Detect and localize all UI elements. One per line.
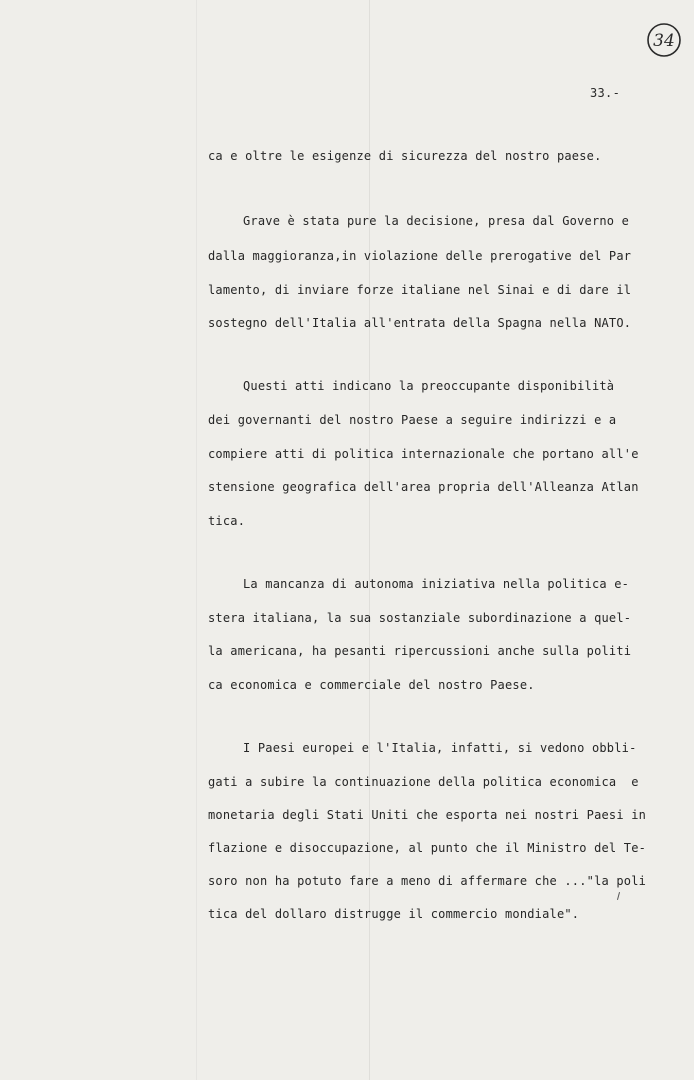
text-line: lamento, di inviare forze italiane nel Sinai e di dare il — [208, 283, 632, 297]
text-line: gati a subire la continuazione della politica economica e — [208, 775, 639, 789]
text-line: monetaria degli Stati Uniti che esporta nei nostri Paesi in — [208, 808, 647, 822]
handwritten-page-stamp — [644, 20, 684, 60]
text-line: ca economica e commerciale del nostro Paese. — [208, 678, 535, 692]
paper-crease — [196, 0, 197, 1080]
text-line: Questi atti indicano la preoccupante disponibilità — [243, 379, 615, 393]
text-line: soro non ha potuto fare a meno di affermare che ..."la poli — [208, 874, 647, 888]
text-line: Grave è stata pure la decisione, presa dal Governo e — [243, 214, 630, 228]
text-line: tica del dollaro distrugge il commercio mondiale". — [208, 907, 580, 921]
text-line: stera italiana, la sua sostanziale subordinazione a quel- — [208, 611, 632, 625]
text-line: tica. — [208, 514, 246, 528]
page-number: 33.- — [590, 86, 621, 100]
margin-tick-mark — [617, 892, 620, 900]
text-line: La mancanza di autonoma iniziativa nella politica e- — [243, 577, 630, 591]
text-line: la americana, ha pesanti ripercussioni anche sulla politi — [208, 644, 632, 658]
text-line: dei governanti del nostro Paese a seguire indirizzi e a — [208, 413, 617, 427]
text-line: dalla maggioranza,in violazione delle prerogative del Par — [208, 249, 632, 263]
text-line: compiere atti di politica internazionale che portano all'e — [208, 447, 639, 461]
text-line: flazione e disoccupazione, al punto che il Ministro del Te- — [208, 841, 647, 855]
text-line: I Paesi europei e l'Italia, infatti, si vedono obbli- — [243, 741, 637, 755]
text-line: sostegno dell'Italia all'entrata della Spagna nella NATO. — [208, 316, 632, 330]
svg-text:34: 34 — [653, 31, 675, 51]
text-line: stensione geografica dell'area propria dell'Alleanza Atlan — [208, 480, 639, 494]
text-line: ca e oltre le esigenze di sicurezza del nostro paese. — [208, 149, 602, 163]
